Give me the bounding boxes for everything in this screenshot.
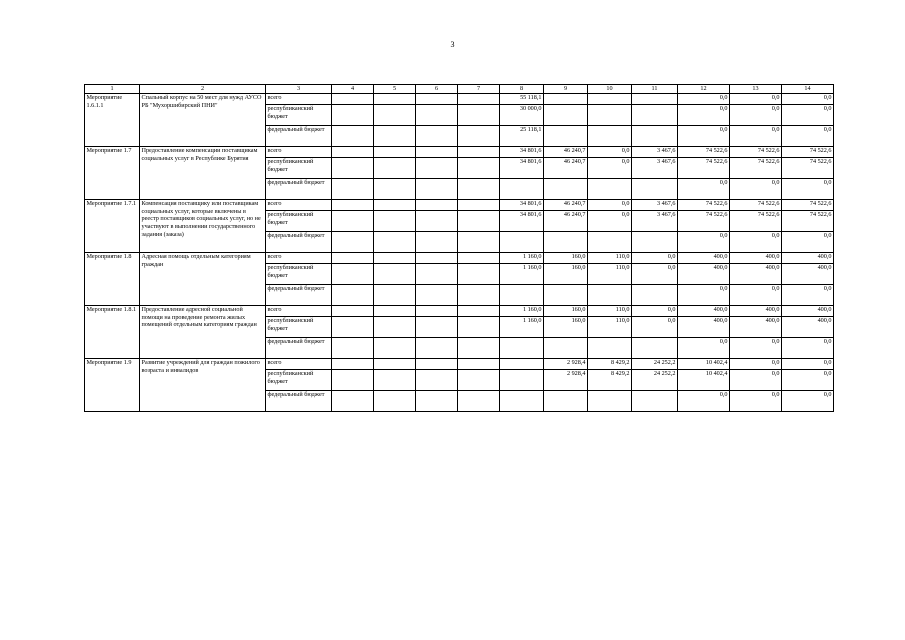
value-cell: 1 160,0 <box>500 252 544 263</box>
value-cell: 0,0 <box>678 284 730 305</box>
value-cell: 10 402,4 <box>678 358 730 369</box>
value-cell <box>588 390 632 411</box>
value-cell: 0,0 <box>730 93 782 104</box>
funding-source: федеральный бюджет <box>266 125 332 146</box>
value-cell: 400,0 <box>782 263 834 284</box>
funding-source: федеральный бюджет <box>266 231 332 252</box>
value-cell: 2 928,4 <box>544 358 588 369</box>
column-header: 3 <box>266 85 332 94</box>
value-cell <box>588 284 632 305</box>
value-cell <box>416 284 458 305</box>
value-cell: 24 252,2 <box>632 369 678 390</box>
funding-source: республиканский бюджет <box>266 369 332 390</box>
value-cell: 0,0 <box>730 358 782 369</box>
value-cell <box>458 358 500 369</box>
value-cell <box>416 390 458 411</box>
measure-code: Мероприятие 1.7.1 <box>85 199 140 252</box>
column-header: 7 <box>458 85 500 94</box>
value-cell: 0,0 <box>782 369 834 390</box>
value-cell <box>332 157 374 178</box>
value-cell <box>374 284 416 305</box>
page-number: 3 <box>450 40 455 49</box>
value-cell <box>374 390 416 411</box>
column-header: 4 <box>332 85 374 94</box>
value-cell: 0,0 <box>782 284 834 305</box>
value-cell: 74 522,6 <box>730 210 782 231</box>
measure-name: Спальный корпус на 50 мест для нужд АУСО РБ "Мухоршибирский ПНИ" <box>140 93 266 146</box>
table-row <box>85 146 834 157</box>
value-cell: 74 522,6 <box>782 157 834 178</box>
funding-source: федеральный бюджет <box>266 390 332 411</box>
value-cell <box>374 93 416 104</box>
value-cell <box>500 178 544 199</box>
value-cell: 0,0 <box>730 390 782 411</box>
value-cell: 0,0 <box>782 125 834 146</box>
column-header: 5 <box>374 85 416 94</box>
value-cell <box>500 337 544 358</box>
value-cell <box>374 337 416 358</box>
value-cell <box>416 104 458 125</box>
value-cell <box>332 231 374 252</box>
table-row <box>85 305 834 316</box>
value-cell: 30 000,0 <box>500 104 544 125</box>
value-cell: 74 522,6 <box>678 157 730 178</box>
value-cell <box>416 358 458 369</box>
value-cell: 74 522,6 <box>730 199 782 210</box>
value-cell: 1 160,0 <box>500 305 544 316</box>
value-cell: 0,0 <box>730 104 782 125</box>
funding-source: республиканский бюджет <box>266 104 332 125</box>
value-cell <box>332 104 374 125</box>
value-cell: 55 118,1 <box>500 93 544 104</box>
value-cell <box>332 316 374 337</box>
value-cell: 74 522,6 <box>730 146 782 157</box>
column-header: 2 <box>140 85 266 94</box>
value-cell <box>458 210 500 231</box>
value-cell <box>500 369 544 390</box>
value-cell <box>416 199 458 210</box>
funding-source: всего <box>266 358 332 369</box>
value-cell: 0,0 <box>678 178 730 199</box>
value-cell: 400,0 <box>782 316 834 337</box>
value-cell <box>544 93 588 104</box>
value-cell: 110,0 <box>588 252 632 263</box>
value-cell <box>416 263 458 284</box>
value-cell: 400,0 <box>730 252 782 263</box>
value-cell <box>332 358 374 369</box>
table-row <box>85 93 834 104</box>
value-cell: 34 801,6 <box>500 146 544 157</box>
value-cell: 160,0 <box>544 305 588 316</box>
column-header: 6 <box>416 85 458 94</box>
value-cell <box>416 178 458 199</box>
value-cell: 46 240,7 <box>544 146 588 157</box>
value-cell: 160,0 <box>544 252 588 263</box>
value-cell: 400,0 <box>678 263 730 284</box>
value-cell <box>588 93 632 104</box>
value-cell <box>458 157 500 178</box>
value-cell: 0,0 <box>730 178 782 199</box>
value-cell: 3 467,6 <box>632 210 678 231</box>
value-cell <box>374 210 416 231</box>
value-cell: 0,0 <box>730 337 782 358</box>
value-cell <box>544 125 588 146</box>
value-cell <box>632 284 678 305</box>
value-cell: 110,0 <box>588 263 632 284</box>
value-cell: 0,0 <box>678 231 730 252</box>
value-cell: 46 240,7 <box>544 157 588 178</box>
value-cell <box>374 252 416 263</box>
value-cell <box>632 178 678 199</box>
value-cell: 0,0 <box>588 199 632 210</box>
table-body <box>85 93 834 411</box>
value-cell: 0,0 <box>632 263 678 284</box>
value-cell: 34 801,6 <box>500 199 544 210</box>
value-cell: 25 118,1 <box>500 125 544 146</box>
value-cell <box>374 104 416 125</box>
value-cell <box>458 146 500 157</box>
value-cell: 400,0 <box>730 305 782 316</box>
value-cell <box>416 157 458 178</box>
value-cell <box>544 231 588 252</box>
value-cell <box>332 263 374 284</box>
column-header: 11 <box>632 85 678 94</box>
value-cell <box>332 369 374 390</box>
value-cell: 0,0 <box>678 390 730 411</box>
table-row <box>85 358 834 369</box>
value-cell: 3 467,6 <box>632 157 678 178</box>
value-cell: 74 522,6 <box>678 199 730 210</box>
measure-code: Мероприятие 1.7 <box>85 146 140 199</box>
funding-source: республиканский бюджет <box>266 263 332 284</box>
value-cell <box>416 210 458 231</box>
funding-source: федеральный бюджет <box>266 284 332 305</box>
value-cell: 1 160,0 <box>500 316 544 337</box>
value-cell: 160,0 <box>544 263 588 284</box>
value-cell <box>458 390 500 411</box>
column-header: 13 <box>730 85 782 94</box>
value-cell <box>374 157 416 178</box>
value-cell <box>500 231 544 252</box>
value-cell: 74 522,6 <box>678 146 730 157</box>
measure-name: Адресная помощь отдельным категориям граждан <box>140 252 266 305</box>
measure-code: Мероприятие 1.9 <box>85 358 140 411</box>
value-cell: 0,0 <box>782 390 834 411</box>
value-cell: 0,0 <box>782 358 834 369</box>
value-cell <box>332 146 374 157</box>
value-cell: 0,0 <box>678 93 730 104</box>
table-header <box>85 85 834 94</box>
value-cell <box>458 93 500 104</box>
column-header: 12 <box>678 85 730 94</box>
value-cell: 0,0 <box>782 104 834 125</box>
table-row <box>85 199 834 210</box>
measure-code: Мероприятие 1.6.1.1 <box>85 93 140 146</box>
value-cell: 74 522,6 <box>782 210 834 231</box>
value-cell <box>374 231 416 252</box>
value-cell: 74 522,6 <box>782 199 834 210</box>
value-cell <box>416 146 458 157</box>
value-cell: 110,0 <box>588 316 632 337</box>
value-cell: 34 801,6 <box>500 210 544 231</box>
value-cell: 3 467,6 <box>632 199 678 210</box>
value-cell <box>632 337 678 358</box>
value-cell <box>458 125 500 146</box>
value-cell <box>332 390 374 411</box>
value-cell <box>416 231 458 252</box>
value-cell <box>374 358 416 369</box>
value-cell <box>458 231 500 252</box>
column-header: 10 <box>588 85 632 94</box>
value-cell <box>458 284 500 305</box>
funding-source: республиканский бюджет <box>266 316 332 337</box>
value-cell <box>416 305 458 316</box>
table-row <box>85 252 834 263</box>
value-cell: 0,0 <box>588 146 632 157</box>
value-cell <box>544 178 588 199</box>
value-cell <box>458 104 500 125</box>
value-cell: 74 522,6 <box>782 146 834 157</box>
value-cell <box>632 231 678 252</box>
value-cell: 0,0 <box>782 93 834 104</box>
value-cell: 0,0 <box>632 305 678 316</box>
value-cell: 400,0 <box>678 316 730 337</box>
value-cell <box>500 284 544 305</box>
value-cell <box>632 93 678 104</box>
value-cell: 0,0 <box>782 178 834 199</box>
value-cell: 1 160,0 <box>500 263 544 284</box>
value-cell <box>416 316 458 337</box>
value-cell: 400,0 <box>782 252 834 263</box>
value-cell <box>332 125 374 146</box>
value-cell <box>332 337 374 358</box>
value-cell <box>374 199 416 210</box>
value-cell: 0,0 <box>588 157 632 178</box>
value-cell: 10 402,4 <box>678 369 730 390</box>
value-cell: 0,0 <box>730 369 782 390</box>
funding-source: федеральный бюджет <box>266 178 332 199</box>
value-cell: 0,0 <box>782 337 834 358</box>
value-cell: 74 522,6 <box>730 157 782 178</box>
value-cell <box>632 104 678 125</box>
value-cell: 74 522,6 <box>678 210 730 231</box>
value-cell: 0,0 <box>678 104 730 125</box>
value-cell: 400,0 <box>730 263 782 284</box>
value-cell <box>544 104 588 125</box>
value-cell <box>416 369 458 390</box>
value-cell <box>588 337 632 358</box>
value-cell: 0,0 <box>730 231 782 252</box>
value-cell <box>458 199 500 210</box>
value-cell: 34 801,6 <box>500 157 544 178</box>
value-cell: 2 928,4 <box>544 369 588 390</box>
value-cell: 0,0 <box>730 125 782 146</box>
value-cell: 0,0 <box>782 231 834 252</box>
value-cell: 400,0 <box>730 316 782 337</box>
measure-code: Мероприятие 1.8.1 <box>85 305 140 358</box>
funding-source: всего <box>266 252 332 263</box>
value-cell: 160,0 <box>544 316 588 337</box>
measure-name: Предоставление адресной социальной помощи на проведение ремонта жилых помещений отдельным категориям граждан <box>140 305 266 358</box>
value-cell <box>544 284 588 305</box>
value-cell <box>458 305 500 316</box>
value-cell: 8 429,2 <box>588 358 632 369</box>
value-cell: 400,0 <box>678 252 730 263</box>
funding-source: всего <box>266 305 332 316</box>
value-cell <box>332 252 374 263</box>
value-cell <box>332 284 374 305</box>
value-cell <box>458 252 500 263</box>
measure-name: Компенсация поставщику или поставщикам социальных услуг, которые включены в реестр поставщиков социальных услуг, но не участвуют в выполнении государственного задания (заказа) <box>140 199 266 252</box>
budget-table <box>84 84 834 412</box>
value-cell <box>588 104 632 125</box>
value-cell <box>332 178 374 199</box>
funding-source: республиканский бюджет <box>266 157 332 178</box>
value-cell <box>374 263 416 284</box>
value-cell <box>374 125 416 146</box>
value-cell: 0,0 <box>678 125 730 146</box>
value-cell <box>416 125 458 146</box>
value-cell <box>332 199 374 210</box>
value-cell: 0,0 <box>588 210 632 231</box>
value-cell: 24 252,2 <box>632 358 678 369</box>
value-cell <box>458 178 500 199</box>
value-cell <box>458 316 500 337</box>
value-cell <box>374 316 416 337</box>
value-cell <box>544 390 588 411</box>
funding-source: всего <box>266 146 332 157</box>
value-cell: 110,0 <box>588 305 632 316</box>
value-cell <box>416 252 458 263</box>
value-cell <box>332 305 374 316</box>
value-cell <box>374 369 416 390</box>
value-cell: 3 467,6 <box>632 146 678 157</box>
value-cell <box>588 178 632 199</box>
value-cell: 46 240,7 <box>544 199 588 210</box>
column-header: 1 <box>85 85 140 94</box>
value-cell: 0,0 <box>730 284 782 305</box>
value-cell <box>374 305 416 316</box>
column-header: 14 <box>782 85 834 94</box>
value-cell <box>374 146 416 157</box>
funding-source: федеральный бюджет <box>266 337 332 358</box>
value-cell <box>588 231 632 252</box>
value-cell: 0,0 <box>632 252 678 263</box>
value-cell <box>458 337 500 358</box>
funding-source: республиканский бюджет <box>266 210 332 231</box>
funding-source: всего <box>266 93 332 104</box>
value-cell: 0,0 <box>632 316 678 337</box>
value-cell <box>416 337 458 358</box>
measure-code: Мероприятие 1.8 <box>85 252 140 305</box>
value-cell <box>332 93 374 104</box>
value-cell <box>458 369 500 390</box>
header-row <box>85 85 834 94</box>
value-cell <box>632 125 678 146</box>
column-header: 9 <box>544 85 588 94</box>
value-cell <box>416 93 458 104</box>
value-cell <box>588 125 632 146</box>
value-cell <box>332 210 374 231</box>
value-cell <box>500 390 544 411</box>
value-cell: 8 429,2 <box>588 369 632 390</box>
measure-name: Развитие учреждений для граждан пожилого возраста и инвалидов <box>140 358 266 411</box>
value-cell: 0,0 <box>678 337 730 358</box>
measure-name: Предоставление компенсации поставщикам социальных услуг в Республике Бурятия <box>140 146 266 199</box>
value-cell: 400,0 <box>678 305 730 316</box>
value-cell: 46 240,7 <box>544 210 588 231</box>
value-cell <box>374 178 416 199</box>
column-header: 8 <box>500 85 544 94</box>
value-cell <box>458 263 500 284</box>
value-cell <box>500 358 544 369</box>
value-cell <box>544 337 588 358</box>
value-cell: 400,0 <box>782 305 834 316</box>
funding-source: всего <box>266 199 332 210</box>
value-cell <box>632 390 678 411</box>
